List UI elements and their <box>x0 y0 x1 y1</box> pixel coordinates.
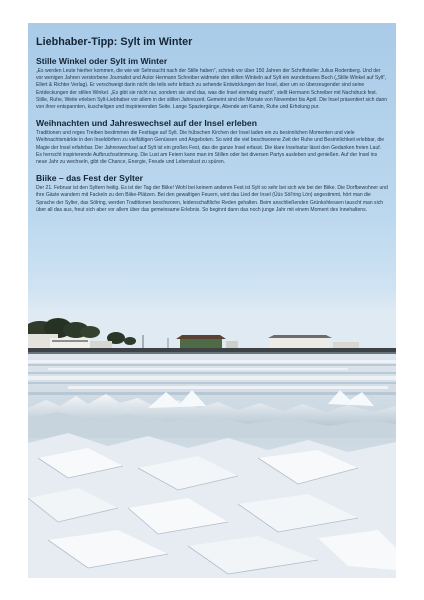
page-title: Liebhaber-Tipp: Sylt im Winter <box>36 36 193 48</box>
section-body-stille-winkel: „Es werden Leute hierher kommen, die wie wir Sehnsucht nach der Stille haben“, schrieb vor über 150 Jahren der Schriftsteller Julius Rodenberg. Und der vor wenigen Jahren verstorbene Journalist und Autor Hermann Schreiber widmete den stillen Winkeln auf Sylt ein wunderbares Buch („Stille Winkel auf Sylt“, Ellert & Richter Verlag). Er verschweigt darin nicht die teils sehr kritisch zu sehende Entwicklungen der Insel, aber um so überzeugender sind seine Entdeckungen der stillen Winkel. „Es gibt sie nicht nur, sondern sie sind das, was die Insel einmalig macht“, stellt Hermann Schreiber mit Nachdruck fest. Stille, Ruhe, Weite erleben Sylt-Liebhaber vor allem in der stillen Jahreszeit. Gemeint sind die Monate von November bis April. Die Insel präsentiert sich dann von ihrer entspannten, kuscheligen und inspirierenden Seite. Lange Spaziergänge, Abende am Kamin, Ruhe und Erholung pur. <box>36 68 388 111</box>
section-heading-weihnachten: Weihnachten und Jahreswechsel auf der Insel erleben <box>36 118 257 129</box>
section-heading-biike: Biike – das Fest der Sylter <box>36 173 143 184</box>
section-body-weihnachten: Traditionen und reges Treiben bestimmen die Festtage auf Sylt. Die hübschen Kirchen der Insel laden ein zu besinnlichen Momenten und viele Weihnachtsmärkte in den Inseldörfern zu vielfältigen Genüssen und Angeboten. So wird die viel beschworene Zeit der Ruhe und Besinnlichkeit erlebbar, die Magie der Insel erfahrbar. Der Jahreswechsel auf Sylt ist ein großes Fest, das die ganze Insel erfasst. Die klare Inselnatur lässt den Gedanken freien Lauf. Es herrscht inspirierende Aufbruchsstimmung. Die Lust am Feiern kann man im Stillen oder bei diversen Partys ausleben und genießen. Auf der Insel ins neue Jahr zu wechseln, gibt die Chance, Energie, Freude und Lebenslust zu spüren. <box>36 130 385 166</box>
ice-floes <box>28 433 396 578</box>
section-heading-stille-winkel: Stille Winkel oder Sylt im Winter <box>36 56 168 66</box>
article-panel <box>28 23 396 578</box>
frozen-sea-photo <box>28 308 396 578</box>
section-body-biike: Der 21. Februar ist den Syltern heilig. Es ist der Tag der Biike! Wohl bei keinem anderen Fest ist Sylt so sehr bei sich wie bei der Biike. Die Dorfbewohner und ihre Gäste wandern mit Fackeln zu den Biike-Plätzen. Bei den gewaltigen Feuern, wird das Lied der Insel (Üüs Söl'ring Lön) angestimmt, hört man die Sprache der Sylter, das Sölring, werden Traditionen beschworen, leidenschaftliche Reden gehalten. Beim anschließenden Grünkohlessen tauscht man sich über all das aus, freut sich aber vor allem über das gemeinsame Erlebnis. So beginnt dann das noch junge Jahr mit einem Moment des Innehaltens. <box>36 185 388 213</box>
article-text <box>28 23 396 221</box>
harbor-wall <box>28 348 396 352</box>
